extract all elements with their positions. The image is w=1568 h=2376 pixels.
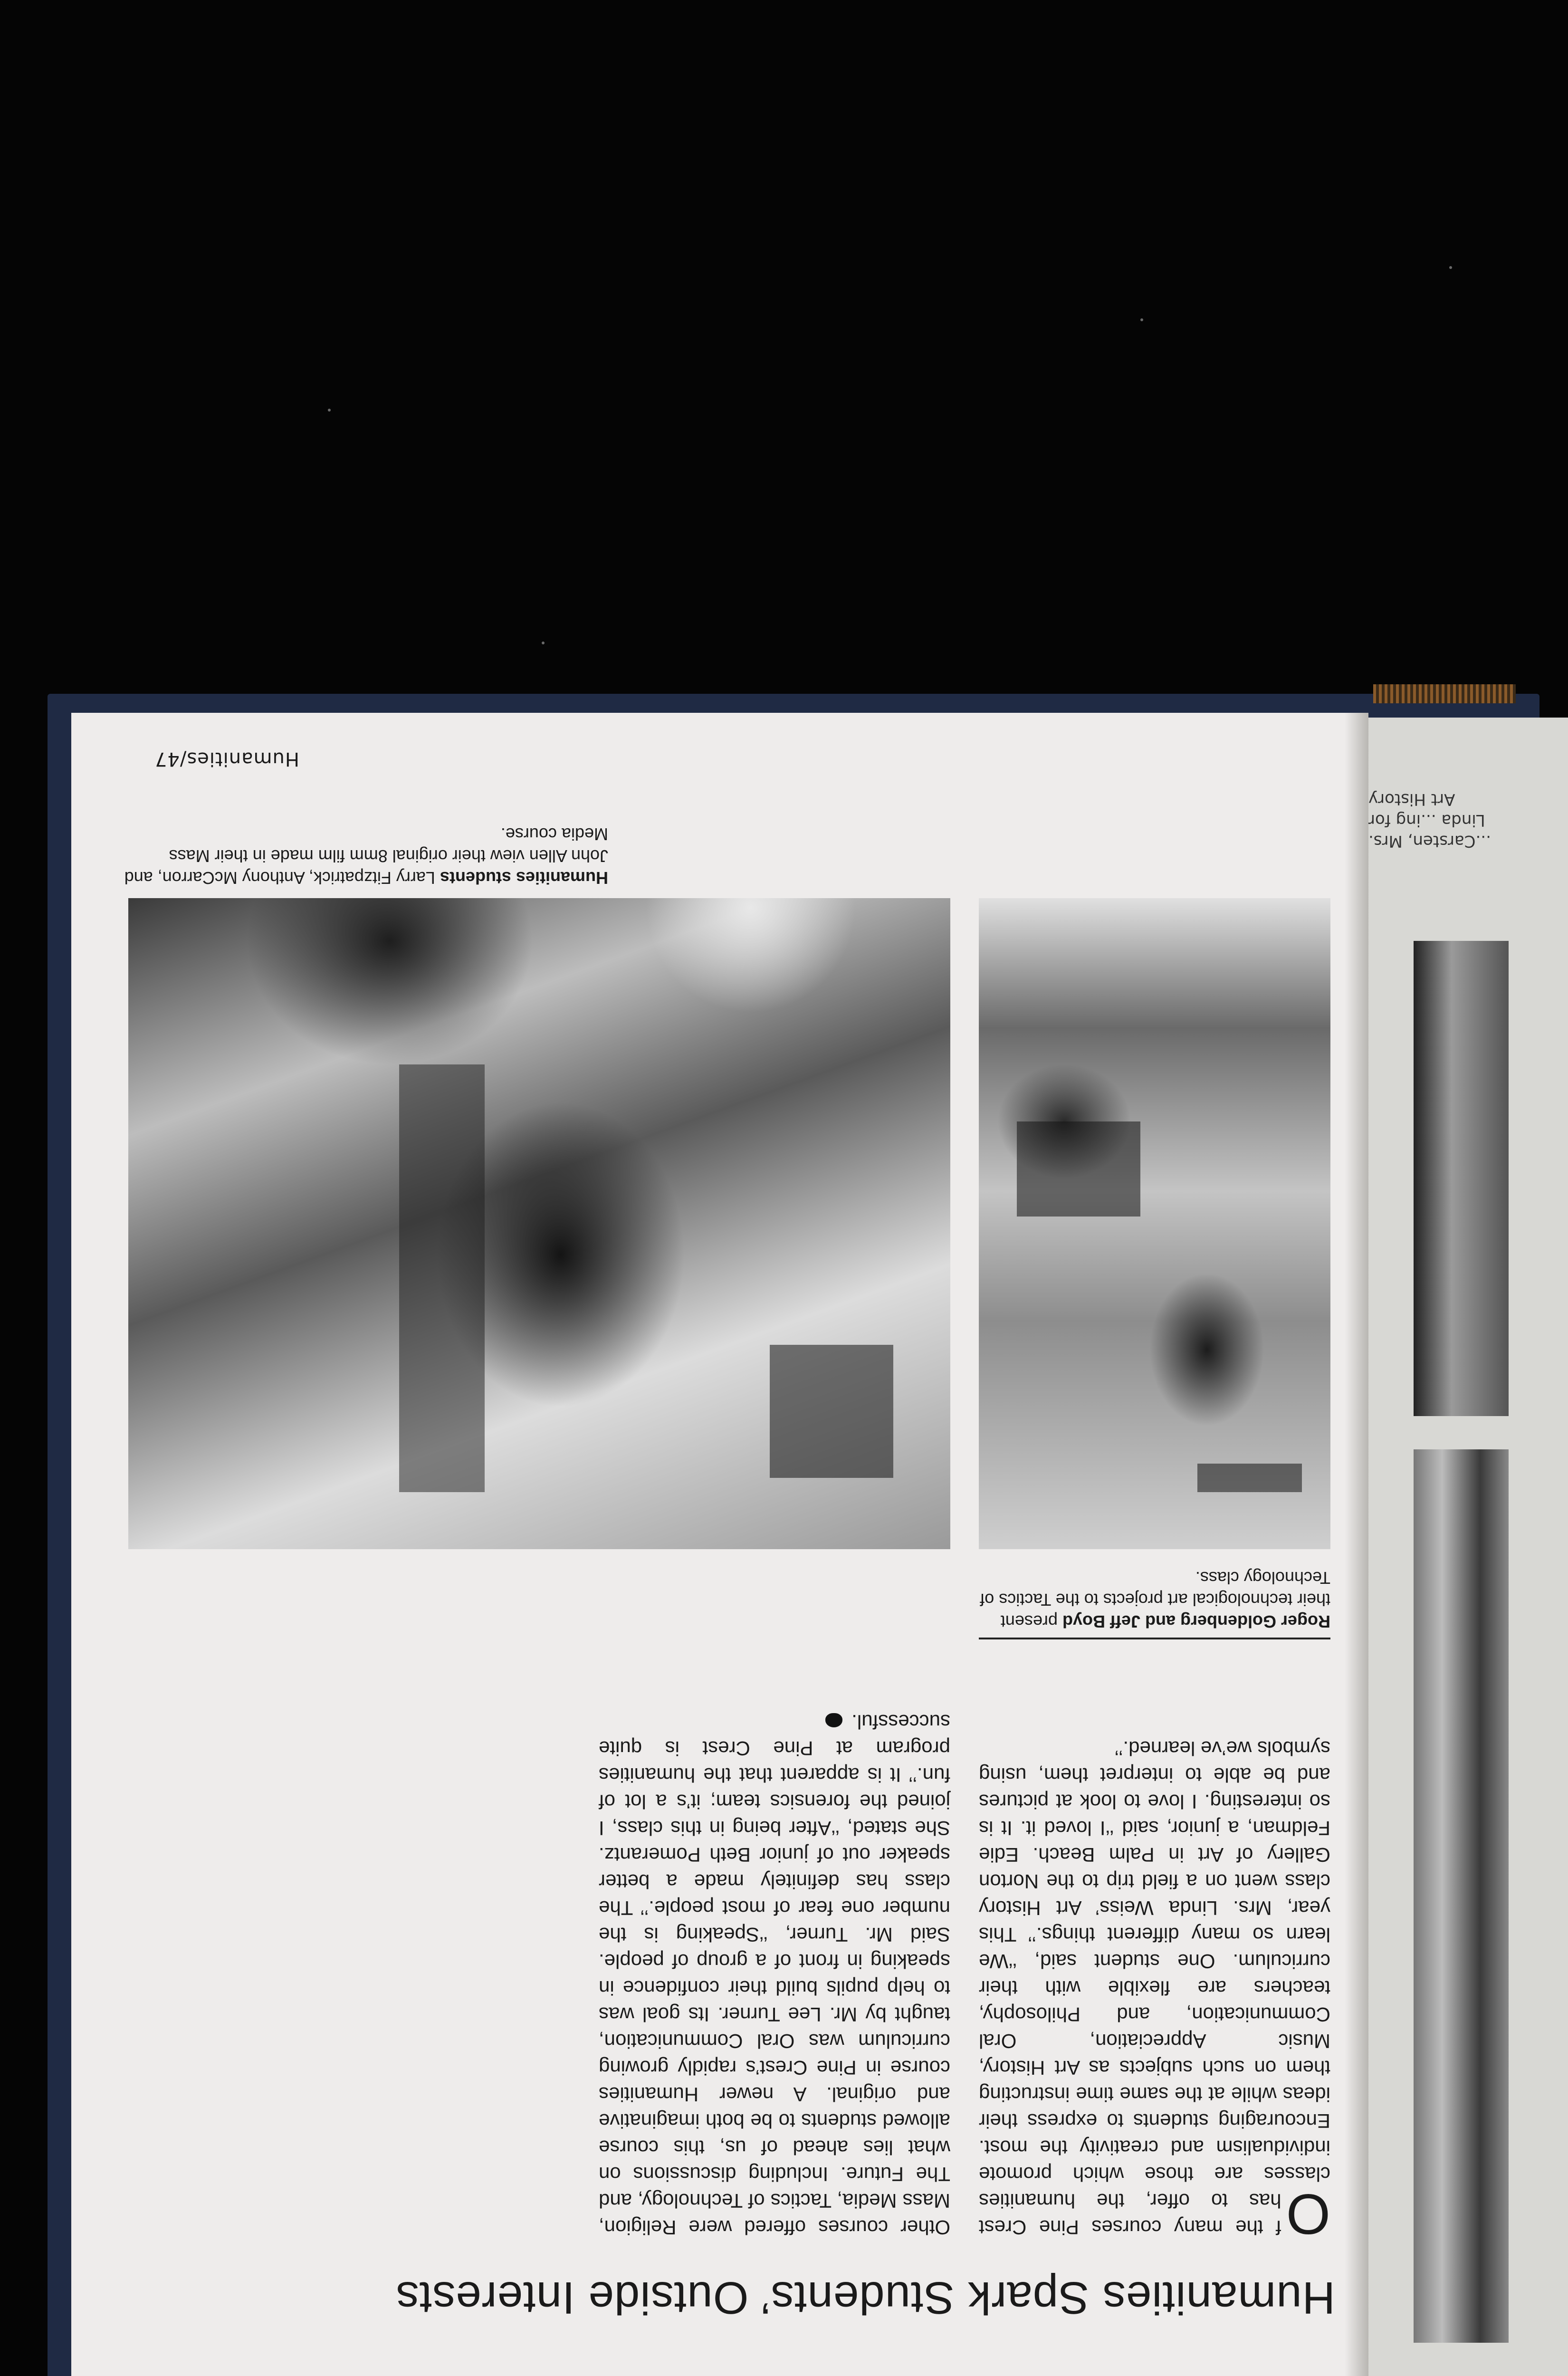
photo-art-projects [979,898,1330,1549]
article-text-middle: Other courses offered were Religion, Mass Media, Tactics of Technology, and The Future. Including discussions on what lies ahead of us, this course allowed students to be both imaginative and original. A newer Humanities course in Pine Crest’s rapidly growing curriculum was Oral Communication, taught by Mr. Lee Turner. Its goal was to help pupils build their confidence in speaking in front of a group of people. Said Mr. Turner, ‘‘Speaking is the number one fear of most people.’’ The class has definitely made a better speaker out of junior Beth Pomerantz. She stated, ‘‘After being in this class, I joined the forensics team; it’s a lot of fun.’’ It is apparent that the humanities program at Pine Crest is quite successful. [599,1711,950,2239]
caption-left-names: Roger Goldenberg and Jeff Boyd [1062,1612,1330,1631]
yearbook-page [71,713,1368,2376]
end-mark-icon [825,1713,842,1727]
photo-shape [770,1345,893,1478]
photo-caption-left [979,1567,1330,1632]
facing-page [1368,718,1568,2376]
photo-shape [1197,1464,1302,1492]
photo-caption-right [124,823,608,889]
dust-speck [542,642,545,644]
photo-shape [399,1064,485,1492]
dust-speck [328,409,331,412]
page-number: Humanities/47 [154,748,299,770]
page-content-rotated [71,713,1368,2376]
page-title: Humanities Spark Students’ Outside Interests [395,2272,1335,2323]
caption-right-text: Larry Fitzpatrick, Anthony McCarron, and John Allen view their original 8mm film made in their Mass Media course. [124,824,608,888]
facing-page-caption: ...Carsten, Mrs. Linda ...ing for Art History [1368,790,1491,851]
caption-right-names: Humanities students [440,868,608,888]
caption-left-text: present their technological art projects to the Tactics of Technology class. [980,1568,1330,1631]
facing-photo-bottom [1414,1449,1509,2343]
article-text-left: f the many courses Pine Crest has to offer, the humanities classes are those which promote individualism and creativity the most. Encouraging students to express their ideas while at the same time instructing them on such subjects as Art History, Music Appreciation, Oral Communication, and Philosophy, teachers are flexible with their curriculum. One student said, ‘‘We learn so many different things.’’ This year, Mrs. Linda Weiss’ Art History class went on a field trip to the Norton Gallery of Art in Palm Beach. Edie Feldman, a junior, said ‘‘I loved it. It is so interesting. I love to look at pictures and be able to interpret them, using symbols we’ve learned.’’ [979,1737,1330,2239]
facing-photo-top [1414,941,1509,1416]
book-edge [1373,684,1516,703]
dust-speck [1140,318,1143,321]
photo-shape [1017,1121,1140,1217]
drop-cap: O [1286,2182,1330,2246]
article-column-left [979,1735,1330,2246]
article-column-middle [599,1708,950,2241]
photo-film-viewing [128,898,950,1549]
dust-speck [1449,266,1452,269]
caption-divider [979,1638,1330,1639]
